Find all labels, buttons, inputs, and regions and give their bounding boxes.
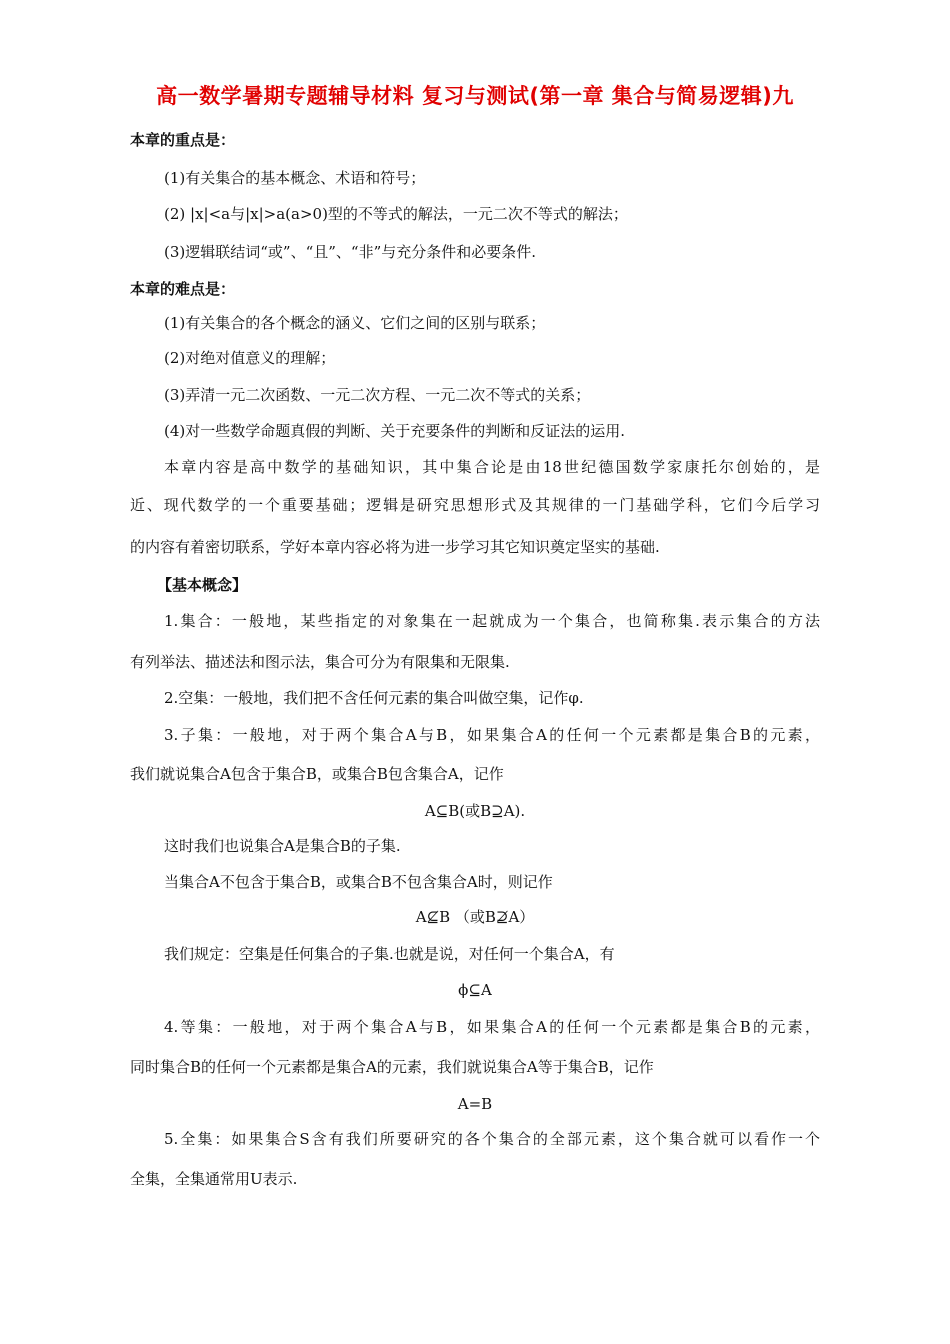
concept-4-line-1: 4.等集：一般地，对于两个集合A与B，如果集合A的任何一个元素都是集合B的元素， [164,1018,820,1036]
difficult-points-heading: 本章的难点是： [130,280,236,298]
key-point-item-2: (2) |x|<a与|x|>a(a>0)型的不等式的解法，一元二次不等式的解法； [164,205,628,223]
concept-3-line-4: 当集合A不包含于集合B，或集合B不包含集合A时，则记作 [164,873,553,891]
intro-line-3: 的内容有着密切联系，学好本章内容必将为进一步学习其它知识奠定坚实的基础. [130,538,660,556]
concept-3-formula-2: A⊈B （或B⊉A） [415,908,535,926]
page-title: 高一数学暑期专题辅导材料 复习与测试(第一章 集合与简易逻辑)九 [156,84,794,108]
difficult-point-item-2: (2)对绝对值意义的理解； [164,349,336,367]
concept-1-line-2: 有列举法、描述法和图示法，集合可分为有限集和无限集. [130,653,510,671]
concept-3-formula: A⊆B(或B⊇A). [424,802,526,820]
key-point-item-3: (3)逻辑联结词“或”、“且”、“非”与充分条件和必要条件. [164,243,537,261]
intro-line-2: 近、现代数学的一个重要基础；逻辑是研究思想形式及其规律的一门基础学科，它们今后学习 [130,496,820,514]
concept-3-line-5: 我们规定：空集是任何集合的子集.也就是说，对任何一个集合A，有 [164,945,615,963]
concept-3-line-2: 我们就说集合A包含于集合B，或集合B包含集合A，记作 [130,765,504,783]
concept-1-line-1: 1.集合：一般地，某些指定的对象集在一起就成为一个集合，也简称集.表示集合的方法 [164,612,820,630]
concepts-heading: 【基本概念】 [157,576,248,594]
concept-5-line-1: 5.全集：如果集合S含有我们所要研究的各个集合的全部元素，这个集合就可以看作一个 [164,1130,820,1148]
concept-3-line-1: 3.子集：一般地，对于两个集合A与B，如果集合A的任何一个元素都是集合B的元素， [164,726,820,744]
concept-4-line-2: 同时集合B的任何一个元素都是集合A的元素，我们就说集合A等于集合B，记作 [130,1058,654,1076]
concept-3-line-3: 这时我们也说集合A是集合B的子集. [164,837,401,855]
difficult-point-item-3: (3)弄清一元二次函数、一元二次方程、一元二次不等式的关系； [164,386,591,404]
difficult-point-item-1: (1)有关集合的各个概念的涵义、它们之间的区别与联系； [164,314,546,332]
intro-line-1: 本章内容是高中数学的基础知识，其中集合论是由18世纪德国数学家康托尔创始的，是 [164,458,820,476]
key-point-item-1: (1)有关集合的基本概念、术语和符号； [164,169,426,187]
concept-5-line-2: 全集，全集通常用U表示. [130,1170,298,1188]
concept-2: 2.空集：一般地，我们把不含任何元素的集合叫做空集，记作φ. [164,689,584,707]
key-points-heading: 本章的重点是： [130,131,236,149]
difficult-point-item-4: (4)对一些数学命题真假的判断、关于充要条件的判断和反证法的运用. [164,422,626,440]
concept-3-formula-3: ϕ⊆A [458,981,492,999]
concept-4-formula: A=B [457,1095,493,1113]
